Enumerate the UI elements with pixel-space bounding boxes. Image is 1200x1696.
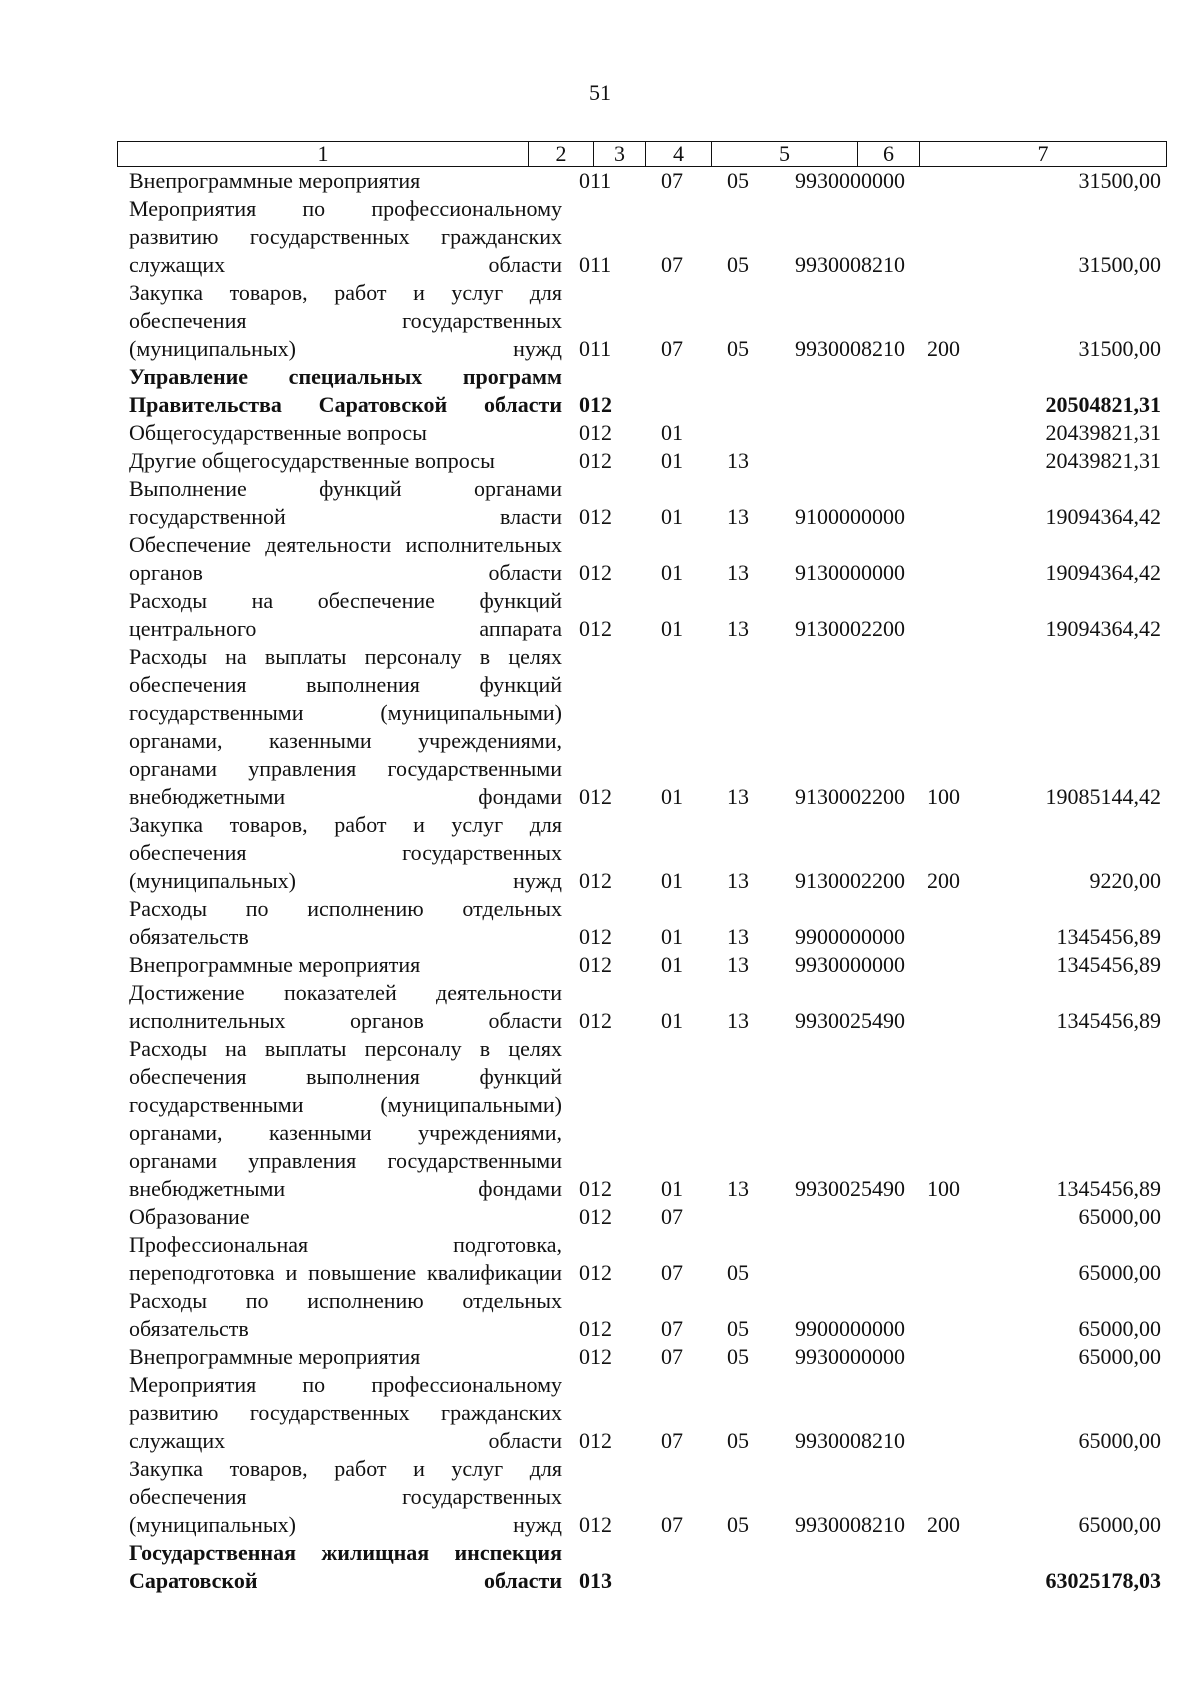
table-row [117,1231,1167,1287]
row-c5: 9130000000 [795,560,905,585]
row-c4: 13 [727,952,749,977]
row-name: Расходы на выплаты персоналу в целях обеспечения выполнения функций государственными (муниципальными) органами, казенными учреждениями, органами управления государственными внебюджетными фондами [129,644,562,809]
row-name: Расходы по исполнению отдельных обязательств [129,896,562,949]
row-c7: 65000,00 [1078,1428,1161,1453]
table-row [117,419,1167,447]
row-name: Мероприятия по профессиональному развитию государственных гражданских служащих области [129,196,562,277]
row-c4: 13 [727,1008,749,1033]
row-c5: 9130002200 [795,784,905,809]
table-row [117,1203,1167,1231]
row-c4: 13 [727,868,749,893]
row-c6: 200 [927,868,960,893]
table-row [117,1539,1167,1595]
row-c4: 13 [727,504,749,529]
row-c7: 19085144,42 [1045,784,1161,809]
row-c2: 011 [579,168,612,193]
row-c7: 31500,00 [1078,252,1161,277]
table-row [117,363,1167,419]
header-cell-5: 5 [711,142,857,166]
row-c7: 31500,00 [1078,336,1161,361]
row-name: Расходы на обеспечение функций центрального аппарата [129,588,562,641]
row-c2: 011 [579,252,612,277]
row-name: Выполнение функций органами государственной власти [129,476,562,529]
row-c3: 01 [661,504,683,529]
row-c2: 011 [579,336,612,361]
table-row [117,1035,1167,1203]
table-row [117,951,1167,979]
row-c5: 9130002200 [795,616,905,641]
row-c3: 07 [661,1204,683,1229]
row-c5: 9930008210 [795,336,905,361]
row-name: Расходы на выплаты персоналу в целях обеспечения выполнения функций государственными (муниципальными) органами, казенными учреждениями, органами управления государственными внебюджетными фондами [129,1036,562,1201]
page-number: 51 [589,80,611,105]
row-c5: 9930008210 [795,1428,905,1453]
row-name: Мероприятия по профессиональному развитию государственных гражданских служащих области [129,1372,562,1453]
row-c2: 012 [579,1512,612,1537]
row-c5: 9930008210 [795,252,905,277]
row-c2: 012 [579,1260,612,1285]
row-name: Государственная жилищная инспекция Саратовской области [129,1540,562,1593]
row-c7: 1345456,89 [1056,952,1161,977]
row-c3: 01 [661,924,683,949]
row-c7: 65000,00 [1078,1512,1161,1537]
row-c3: 07 [661,252,683,277]
row-c7: 65000,00 [1078,1204,1161,1229]
row-c2: 012 [579,448,612,473]
header-cell-1: 1 [317,141,329,166]
row-c2: 012 [579,560,612,585]
row-c5: 9130002200 [795,868,905,893]
row-c5: 9930025490 [795,1176,905,1201]
table-row [117,1455,1167,1539]
row-c2: 012 [579,1176,612,1201]
row-name: Достижение показателей деятельности исполнительных органов области [129,980,562,1033]
row-c5: 9930000000 [795,1344,905,1369]
row-c2: 012 [579,924,612,949]
table-row [117,475,1167,531]
table-row [117,895,1167,951]
row-name: Другие общегосударственные вопросы [129,448,495,473]
row-c2: 013 [579,1568,612,1593]
row-c2: 012 [579,1316,612,1341]
row-name: Расходы по исполнению отдельных обязательств [129,1288,562,1341]
table-row [117,643,1167,811]
row-c6: 200 [927,1512,960,1537]
row-c4: 13 [727,1176,749,1201]
row-c3: 01 [661,560,683,585]
row-c2: 012 [579,504,612,529]
row-c4: 13 [727,448,749,473]
row-c5: 9900000000 [795,924,905,949]
row-c7: 19094364,42 [1045,560,1161,585]
row-c2: 012 [579,784,612,809]
row-name: Обеспечение деятельности исполнительных органов области [129,532,562,585]
table-row [117,1371,1167,1455]
row-c3: 07 [661,168,683,193]
row-c6: 200 [927,336,960,361]
row-c7: 20439821,31 [1045,448,1161,473]
row-c5: 9930000000 [795,168,905,193]
row-c2: 012 [579,616,612,641]
row-c2: 012 [579,1008,612,1033]
row-c5: 9930000000 [795,952,905,977]
row-c3: 01 [661,420,683,445]
row-c7: 65000,00 [1078,1344,1161,1369]
row-c3: 01 [661,1008,683,1033]
row-c7: 19094364,42 [1045,504,1161,529]
row-c2: 012 [579,952,612,977]
row-c3: 01 [661,784,683,809]
row-c4: 05 [727,1512,749,1537]
row-c5: 9900000000 [795,1316,905,1341]
row-c3: 01 [661,616,683,641]
row-name: Внепрограммные мероприятия [129,168,421,193]
row-c5: 9930025490 [795,1008,905,1033]
row-c3: 07 [661,1260,683,1285]
row-c3: 01 [661,952,683,977]
header-cell-6: 6 [857,142,919,166]
row-name: Управление специальных программ Правительства Саратовской области [129,364,562,417]
table-row [117,979,1167,1035]
row-c7: 63025178,03 [1045,1568,1161,1593]
table-body [117,167,1167,1595]
row-c3: 07 [661,1512,683,1537]
row-c7: 31500,00 [1078,168,1161,193]
row-c2: 012 [579,868,612,893]
row-name: Внепрограммные мероприятия [129,1344,421,1369]
row-c7: 65000,00 [1078,1316,1161,1341]
row-c4: 05 [727,168,749,193]
table-row [117,1343,1167,1371]
table-row [117,811,1167,895]
row-c7: 19094364,42 [1045,616,1161,641]
row-c2: 012 [579,420,612,445]
row-c3: 07 [661,1344,683,1369]
row-name: Закупка товаров, работ и услуг для обеспечения государственных (муниципальных) нужд [129,1456,562,1537]
table-row [117,447,1167,475]
table-row [117,167,1167,195]
row-c2: 012 [579,392,612,417]
table-row [117,279,1167,363]
header-cell-4: 4 [645,142,711,166]
row-c7: 20439821,31 [1045,420,1161,445]
row-c4: 05 [727,1260,749,1285]
row-c6: 100 [927,784,960,809]
row-c7: 1345456,89 [1056,924,1161,949]
row-name: Образование [129,1204,250,1229]
row-name: Профессиональная подготовка, переподготовка и повышение квалификации [129,1232,562,1285]
header-cell-7: 7 [919,142,1166,166]
row-c7: 1345456,89 [1056,1176,1161,1201]
table-row [117,195,1167,279]
row-c7: 65000,00 [1078,1260,1161,1285]
row-c4: 13 [727,784,749,809]
row-c6: 100 [927,1176,960,1201]
row-name: Закупка товаров, работ и услуг для обеспечения государственных (муниципальных) нужд [129,280,562,361]
row-c2: 012 [579,1204,612,1229]
header-cell-3: 3 [593,142,645,166]
row-c2: 012 [579,1428,612,1453]
row-name: Общегосударственные вопросы [129,420,427,445]
row-c4: 13 [727,924,749,949]
table-row [117,531,1167,587]
row-c7: 1345456,89 [1056,1008,1161,1033]
row-c5: 9930008210 [795,1512,905,1537]
row-c4: 05 [727,252,749,277]
row-c4: 13 [727,560,749,585]
row-c4: 05 [727,1316,749,1341]
row-c3: 01 [661,448,683,473]
header-cell-2: 2 [528,142,593,166]
table-row [117,587,1167,643]
row-c4: 05 [727,1344,749,1369]
table-row [117,1287,1167,1343]
row-c2: 012 [579,1344,612,1369]
row-c3: 07 [661,1428,683,1453]
row-c3: 07 [661,336,683,361]
row-c3: 01 [661,1176,683,1201]
row-c7: 9220,00 [1089,868,1161,893]
row-c4: 05 [727,336,749,361]
row-name: Закупка товаров, работ и услуг для обеспечения государственных (муниципальных) нужд [129,812,562,893]
row-name: Внепрограммные мероприятия [129,952,421,977]
row-c5: 9100000000 [795,504,905,529]
row-c3: 01 [661,868,683,893]
row-c4: 05 [727,1428,749,1453]
table-header [117,141,1167,167]
row-c4: 13 [727,616,749,641]
row-c3: 07 [661,1316,683,1341]
row-c7: 20504821,31 [1045,392,1161,417]
